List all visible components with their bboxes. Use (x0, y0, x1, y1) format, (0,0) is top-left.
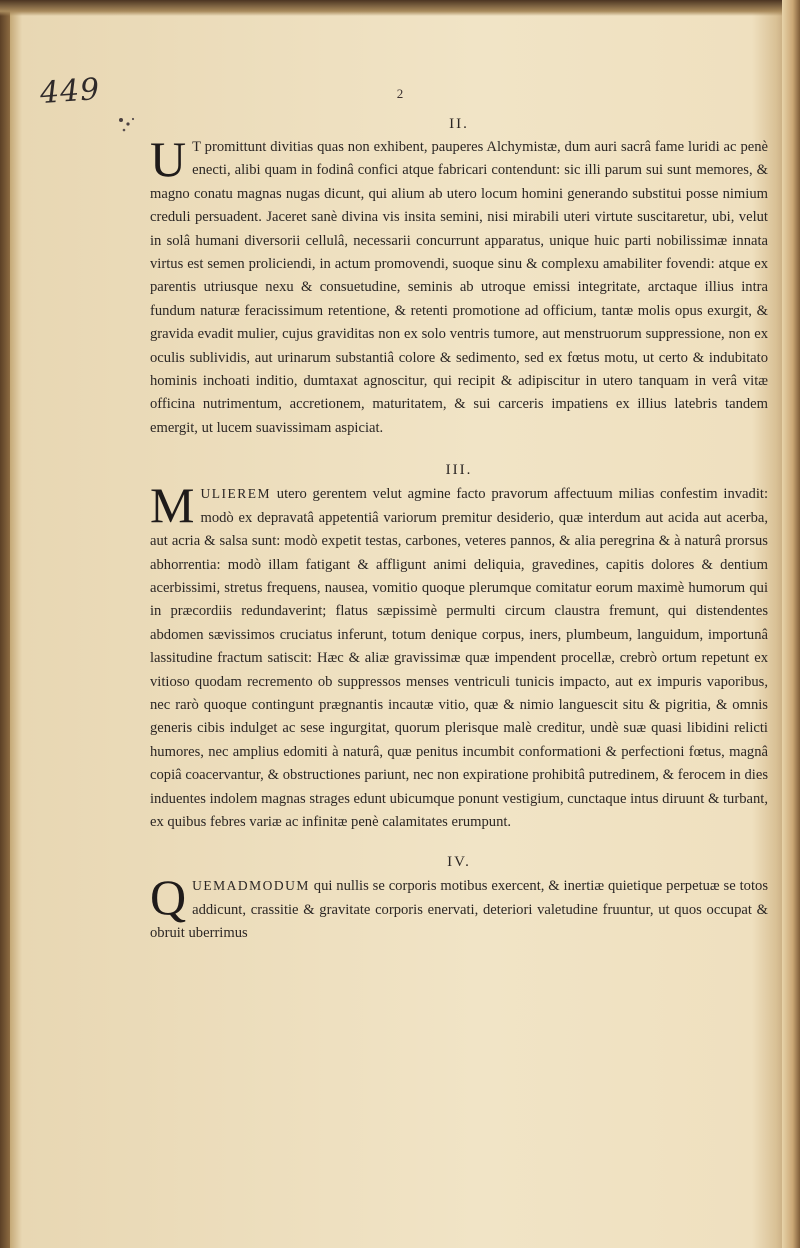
handwritten-margin-number: 449 (38, 71, 102, 112)
section-heading-3: III. (445, 462, 473, 479)
section-heading-4: IV. (447, 854, 471, 871)
paragraph-section-3 (150, 477, 768, 834)
page-top-edge (0, 0, 800, 16)
page-right-edge (782, 0, 800, 1248)
section-heading-2: II. (449, 116, 469, 132)
paragraph-text: qui nullis se corporis motibus exercent, & inertiæ quietique perpetuæ se totos addicunt, crassitie & gravitate corporis enervati, deteriori valetudine fruuntur, ut quos occupat & obruit uberrimus (150, 878, 768, 942)
ink-smudge-icon (116, 114, 140, 138)
paragraph-section-2 (150, 131, 768, 440)
text-column (150, 112, 768, 946)
paragraph-text: T promittunt divitias quas non exhibent, pauperes Alchymistæ, dum auri sacrâ fame luridi ac penè enecti, alibi quam in fodinâ confici atque fabricari contendunt: sic illi parum sui sunt memores, & magno conatu magnas nugas dicunt, qui alium ab utero locum homini generando substitui posse nimium creduli persuadent. Jaceret sanè divina vis insita semini, nisi mirabili uteri virtute suscitaretur, ubi, velut in solâ humani diversorii cellulâ, necessarii concurrunt apparatus, unique huic parti nobilissimæ innata virtus est semen proliciendi, in actum promovendi, suoque sinu & complexu amabiliter fovendi: atque ex parentis utriusque nexu & consuetudine, seminis ab utroque emissi integritate, arctaque illius intra fundum naturæ feracissimum retentione, & retenti promotione ad officium, tantæ molis opus exurgit, & gravida evadit mulier, cujus graviditas non ex solo ventris tumore, aut menstruorum suppressione, non ex oculis sublividis, aut urinarum substantiâ colore & sedimento, sed ex fœtus motu, ut certo & indubitato hominis inchoati inditio, dumtaxat agnoscitur, qui recipit & adipiscitur in utero tanquam in verâ vitæ officina nutrimentum, accretionem, maturitatem, & sui carceris impatiens ex illius latebris tandem emergit, ut lucem suavissimam aspiciat. (150, 139, 768, 436)
binding-edge (0, 0, 10, 1248)
paragraph-text: utero gerentem velut agmine facto pravorum affectuum milias confestim invadit: modò ex depravatâ appetentiâ variorum premitur desiderio, quæ interdum aut acida aut acerba, aut acria & salsa sunt: modò expetit testas, carbones, veteres pannos, & alia peregrina & à naturâ prorsus abhorrentia: modò illam fatigant & affligunt animi deliquia, gravedines, capitis dolores & dentium acerbissimi, stretus frequens, nausea, vomitio quoque plerumque comitatur eorum maximè humorum qui in præcordiis redundaverint; flatus sæpissimè permulti circum claustra fremunt, qui distendentes abdomen sævissimos cruciatus inferunt, totum denique corpus, iners, plumbeum, languidum, importunâ lassitudine fractum satiscit: Hæc & aliæ gravissimæ quæ impendent procellæ, crebrò ortum repetunt ex vitioso quodam recremento ob suppressos menses ventriculi tunicis impacto, aut ex impuris vaporibus, nec rarò quoque contingunt prægnantis incautæ vitio, quæ & nimio languescit situ & pigritia, & omnis generis cibis indulget ac sese ingurgitat, quorum plerisque malè creditur, undè suæ quasi libidini relicti humores, nec amplius edomiti à naturâ, quæ penitus incumbit conformationi & perfectioni fœtus, magnâ copiâ coacervantur, & obstructiones pariunt, nec non expiratione prohibitâ putredinem, & ferocem in dies induentes indolem magnas strages edunt ubicumque ponunt vestigium, cunctaque intus diruunt & turbant, ex quibus febres variæ ac infinitæ penè calamitates erumpunt. (150, 486, 768, 830)
lead-word: UEMADMODUM (192, 878, 310, 894)
drop-cap: Q (150, 869, 187, 926)
drop-cap: M (150, 477, 195, 534)
page-number: 2 (396, 86, 404, 101)
paragraph-section-4 (150, 869, 768, 945)
lead-word: ULIEREM (200, 486, 271, 502)
drop-cap: U (150, 131, 187, 187)
